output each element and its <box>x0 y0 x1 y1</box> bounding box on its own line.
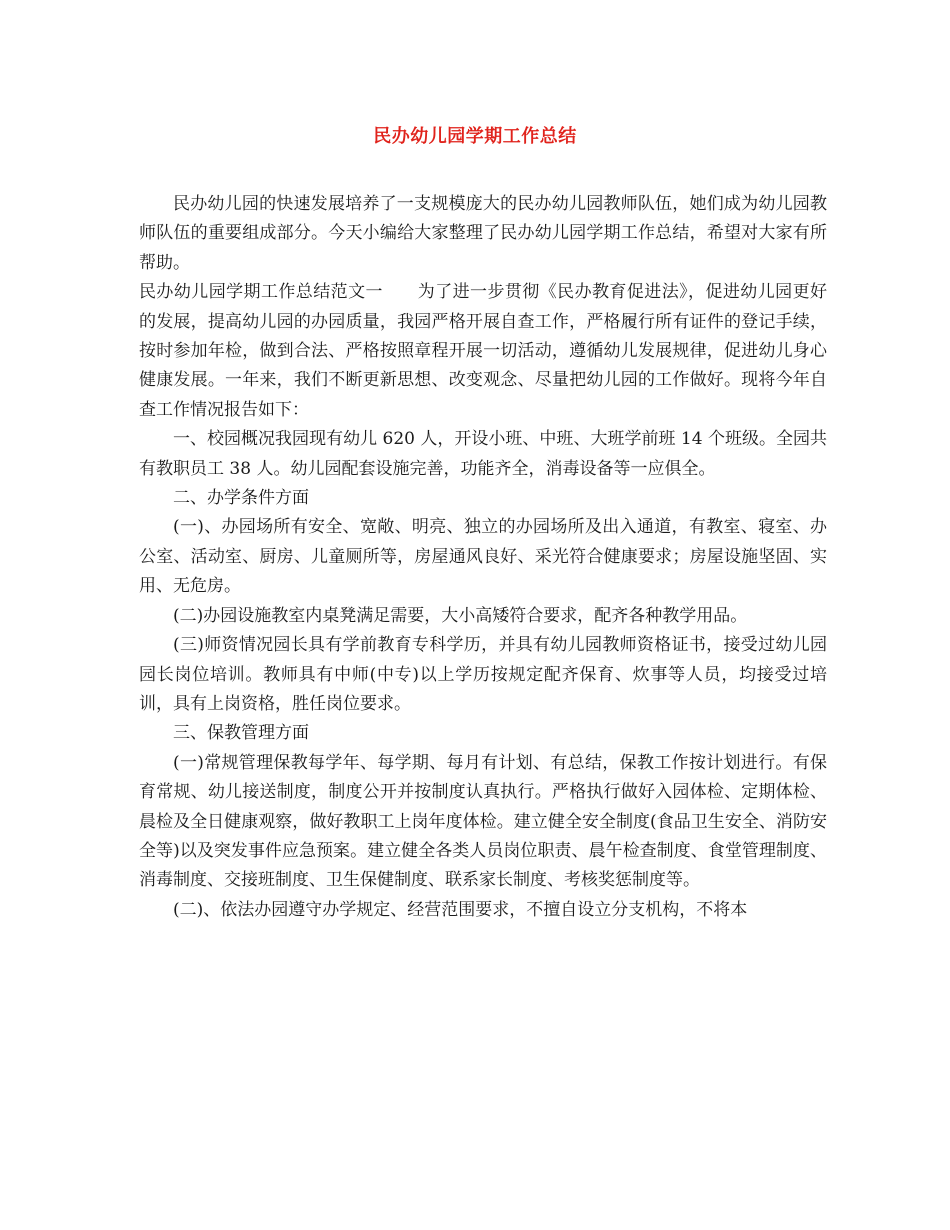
document-body <box>139 190 827 925</box>
document-title: 民办幼儿园学期工作总结 <box>373 126 577 147</box>
body-paragraph: (一)常规管理保教每学年、每学期、每月有计划、有总结，保教工作按计划进行。有保育常规、幼儿接送制度，制度公开并按制度认真执行。严格执行做好入园体检、定期体检、晨检及全日健康观察，做好教职工上岗年度体检。建立健全安全制度(食品卫生安全、消防安全等)以及突发事件应急预案。建立健全各类人员岗位职责、晨午检查制度、食堂管理制度、消毒制度、交接班制度、卫生保健制度、联系家长制度、考核奖惩制度等。 <box>139 752 827 891</box>
body-paragraph: (三)师资情况园长具有学前教育专科学历，并具有幼儿园教师资格证书，接受过幼儿园园长岗位培训。教师具有中师(中专)以上学历按规定配齐保育、炊事等人员，均接受过培训，具有上岗资格，胜任岗位要求。 <box>139 635 827 714</box>
section-heading: 三、保教管理方面 <box>173 723 309 744</box>
body-paragraph: (二)办园设施教室内桌凳满足需要，大小高矮符合要求，配齐各种教学用品。 <box>173 605 748 626</box>
intro-paragraph: 民办幼儿园的快速发展培养了一支规模庞大的民办幼儿园教师队伍，她们成为幼儿园教师队伍的重要组成部分。今天小编给大家整理了民办幼儿园学期工作总结，希望对大家有所帮助。 <box>139 194 827 273</box>
section-heading: 二、办学条件方面 <box>173 488 309 509</box>
body-paragraph: (一)、办园场所有安全、宽敞、明亮、独立的办园场所及出入通道，有教室、寝室、办公室、活动室、厨房、儿童厕所等，房屋通风良好、采光符合健康要求；房屋设施坚固、实用、无危房。 <box>139 517 827 597</box>
body-paragraph: (二)、依法办园遵守办学规定、经营范围要求，不擅自设立分支机构，不将本 <box>173 899 748 920</box>
body-paragraph: 民办幼儿园学期工作总结范文一 为了进一步贯彻《民办教育促进法》，促进幼儿园更好的发展，提高幼儿园的办园质量，我园严格开展自查工作，严格履行所有证件的登记手续，按时参加年检，做到合法、严格按照章程开展一切活动，遵循幼儿发展规律，促进幼儿身心健康发展。一年来，我们不断更新思想、改变观念、尽量把幼儿园的工作做好。现将今年自查工作情况报告如下： <box>139 282 827 420</box>
body-paragraph: 一、校园概况我园现有幼儿 620 人，开设小班、中班、大班学前班 14 个班级。全园共有教职员工 38 人。幼儿园配套设施完善，功能齐全，消毒设备等一应俱全。 <box>139 429 827 479</box>
